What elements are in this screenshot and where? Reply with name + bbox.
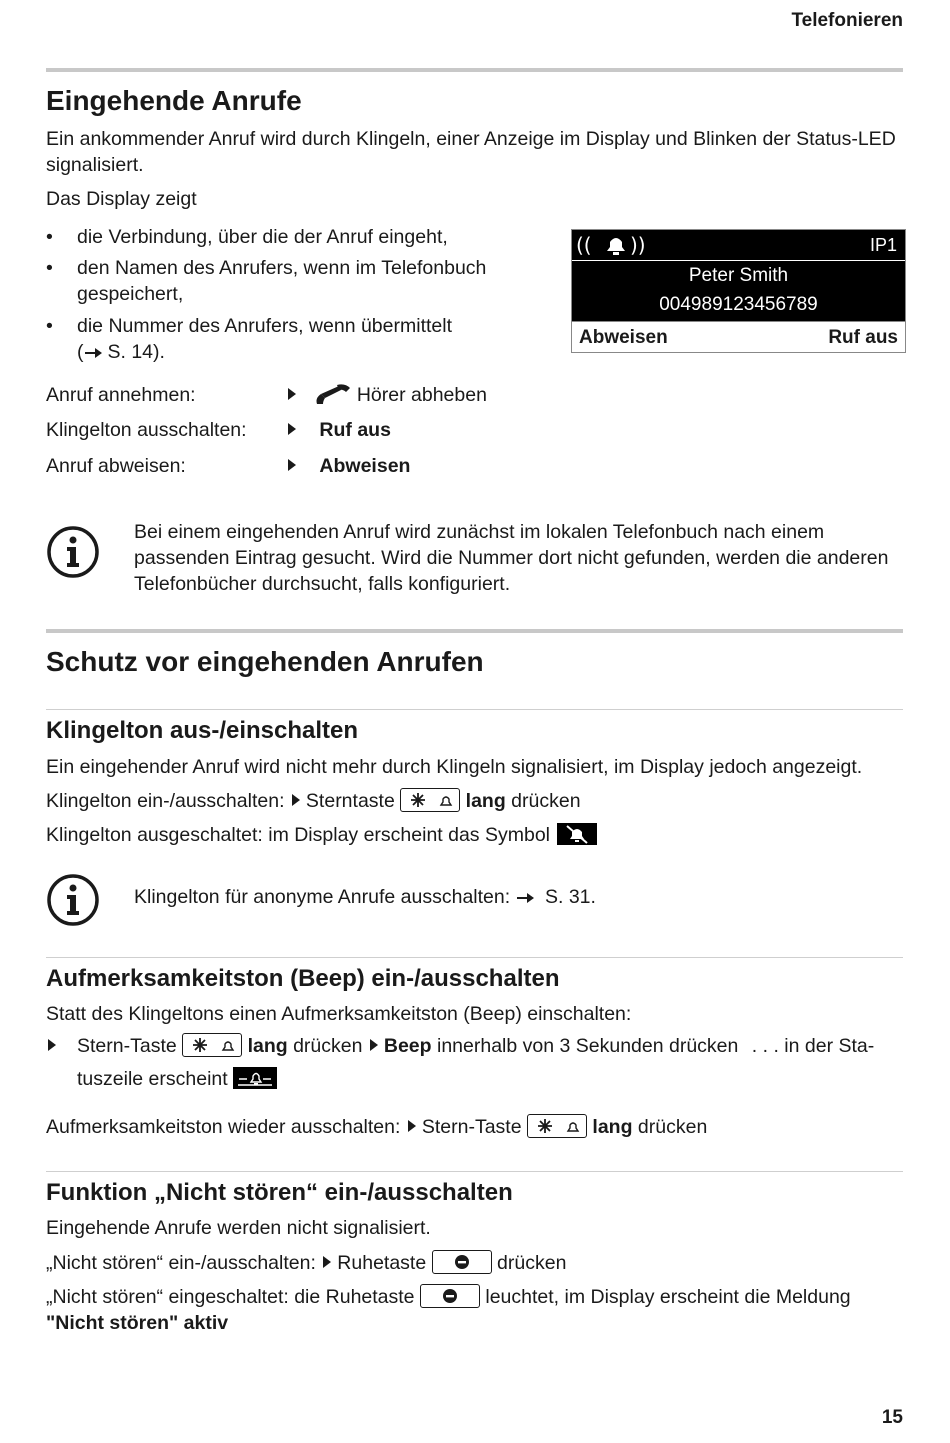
instruction-text: drücken — [497, 1252, 567, 1274]
instruction-emphasis: lang — [465, 790, 506, 812]
action-row-abweisen — [286, 453, 410, 479]
action-value: Ruf aus — [319, 419, 391, 441]
handset-lift-icon — [315, 384, 351, 406]
instruction-line — [77, 1033, 907, 1059]
subsection-title-klingelton: Klingelton aus-/einschalten — [46, 717, 359, 744]
step-arrow-icon — [48, 1039, 56, 1051]
svg-text:((: (( — [576, 233, 592, 257]
idle-key-icon[interactable] — [420, 1284, 480, 1308]
action-value: Hörer abheben — [356, 384, 487, 406]
svg-text:)): )) — [630, 233, 646, 257]
step-arrow-icon — [408, 1120, 416, 1132]
subsection-divider — [46, 1171, 903, 1172]
list-item: die Verbindung, über die der Anruf eingeht, — [77, 226, 448, 248]
instruction-text: drücken — [511, 790, 581, 812]
instruction-text: innerhalb von 3 Sekunden drücken — [436, 1035, 739, 1057]
bullet-dot: • — [46, 315, 53, 337]
instruction-line — [46, 822, 597, 848]
softkey-abweisen[interactable]: Abweisen — [579, 327, 668, 348]
instruction-text: tuszeile erscheint — [77, 1068, 228, 1090]
instruction-line — [46, 1114, 707, 1140]
open-paren: ( — [77, 341, 84, 363]
subsection-divider — [46, 709, 903, 710]
arrow-right-icon — [516, 890, 540, 906]
instruction-emphasis: Beep — [383, 1035, 432, 1057]
instruction-text: leuchtet, im Display erscheint die Meldung — [485, 1286, 851, 1308]
reference-text: S. 14). — [107, 341, 165, 363]
section-divider — [46, 629, 903, 633]
ringing-bell-icon — [574, 231, 664, 259]
instruction-text: Ruhetaste — [337, 1252, 427, 1274]
display-shows-text: Das Display zeigt — [46, 188, 197, 210]
instruction-label: Aufmerksamkeitston wieder ausschalten: — [46, 1116, 401, 1138]
instruction-line — [77, 1066, 277, 1092]
display-line-label: IP1 — [869, 235, 897, 255]
intro-paragraph: Ein ankommender Anruf wird durch Klingeln, einer Anzeige im Display und Blinken der Status-LED signalisiert. — [46, 128, 896, 176]
info-note: Bei einem eingehenden Anruf wird zunächst im lokalen Telefonbuch nach einem passenden Eintrag gesucht. Wird die Nummer dort nicht gefunden, werden die anderen Telefonbücher durchsucht, falls konfiguriert. — [134, 521, 889, 595]
action-label: Anruf abweisen: — [46, 455, 186, 477]
bullet-dot: • — [46, 257, 53, 279]
instruction-emphasis: lang — [592, 1116, 633, 1138]
arrow-right-icon — [84, 345, 108, 361]
page-number: 15 — [881, 1407, 903, 1428]
display-softkeys — [572, 321, 905, 353]
star-key-icon[interactable] — [400, 788, 460, 812]
display-status-bar — [572, 230, 905, 260]
instruction-line — [46, 1250, 566, 1276]
step-arrow-icon — [370, 1039, 378, 1051]
list-item: die Nummer des Anrufers, wenn übermittelt — [77, 315, 452, 337]
step-arrow-icon — [292, 794, 300, 806]
phone-display-screen — [571, 229, 906, 353]
instruction-text: Stern-Taste — [421, 1116, 522, 1138]
instruction-text: . . . in der Sta- — [751, 1035, 875, 1057]
paragraph: Statt des Klingeltons einen Aufmerksamkeitston (Beep) einschalten: — [46, 1003, 632, 1025]
info-icon — [46, 873, 100, 927]
step-arrow-icon — [288, 388, 296, 400]
instruction-emphasis: lang — [247, 1035, 288, 1057]
display-caller-info — [572, 260, 905, 321]
ringer-off-icon — [557, 823, 597, 845]
section-divider — [46, 68, 903, 72]
action-row-ruf-aus — [286, 417, 391, 443]
instruction-text: „Nicht stören“ eingeschaltet: die Ruhetaste — [46, 1286, 415, 1308]
softkey-ruf-aus[interactable]: Ruf aus — [828, 327, 898, 348]
step-arrow-icon — [288, 423, 296, 435]
action-label: Klingelton ausschalten: — [46, 419, 247, 441]
star-key-icon[interactable] — [182, 1033, 242, 1057]
instruction-line — [46, 1284, 851, 1310]
paragraph: Ein eingehender Anruf wird nicht mehr durch Klingeln signalisiert, im Display jedoch angezeigt. — [46, 756, 863, 778]
paragraph: Eingehende Anrufe werden nicht signalisiert. — [46, 1217, 431, 1239]
caller-name: Peter Smith — [688, 265, 789, 286]
instruction-text: Klingelton ausgeschaltet: im Display erscheint das Symbol — [46, 824, 551, 846]
display-message: "Nicht stören" aktiv — [46, 1312, 229, 1334]
page-reference[interactable] — [77, 339, 165, 365]
idle-key-icon[interactable] — [432, 1250, 492, 1274]
subsection-title-beep: Aufmerksamkeitston (Beep) ein-/ausschalten — [46, 965, 560, 992]
instruction-text: Stern-Taste — [77, 1035, 177, 1057]
section-title-eingehende-anrufe: Eingehende Anrufe — [46, 85, 302, 116]
reference-text[interactable]: S. 31. — [545, 886, 596, 908]
bullet-dot: • — [46, 226, 53, 248]
instruction-line — [46, 788, 581, 814]
instruction-text: Sterntaste — [305, 790, 395, 812]
subsection-title-nicht-stoeren: Funktion „Nicht stören“ ein-/ausschalten — [46, 1179, 513, 1206]
step-marker — [46, 1033, 62, 1059]
info-note — [134, 884, 596, 910]
beep-icon — [233, 1067, 277, 1089]
step-arrow-icon — [288, 459, 296, 471]
instruction-label: „Nicht stören“ ein-/ausschalten: — [46, 1252, 316, 1274]
action-label: Anruf annehmen: — [46, 384, 196, 406]
step-arrow-icon — [323, 1256, 331, 1268]
info-icon — [46, 525, 100, 579]
running-header: Telefonieren — [791, 10, 903, 31]
subsection-divider — [46, 957, 903, 958]
caller-number: 004989123456789 — [659, 294, 818, 315]
action-row-annehmen — [286, 382, 487, 408]
action-value: Abweisen — [319, 455, 411, 477]
instruction-text: drücken — [637, 1116, 708, 1138]
section-title-schutz: Schutz vor eingehenden Anrufen — [46, 646, 484, 677]
info-note-text: Klingelton für anonyme Anrufe ausschalten: — [134, 886, 511, 908]
star-key-icon[interactable] — [527, 1114, 587, 1138]
instruction-text: drücken — [293, 1035, 363, 1057]
list-item: den Namen des Anrufers, wenn im Telefonbuch gespeichert, — [77, 257, 487, 305]
instruction-label: Klingelton ein-/ausschalten: — [46, 790, 285, 812]
